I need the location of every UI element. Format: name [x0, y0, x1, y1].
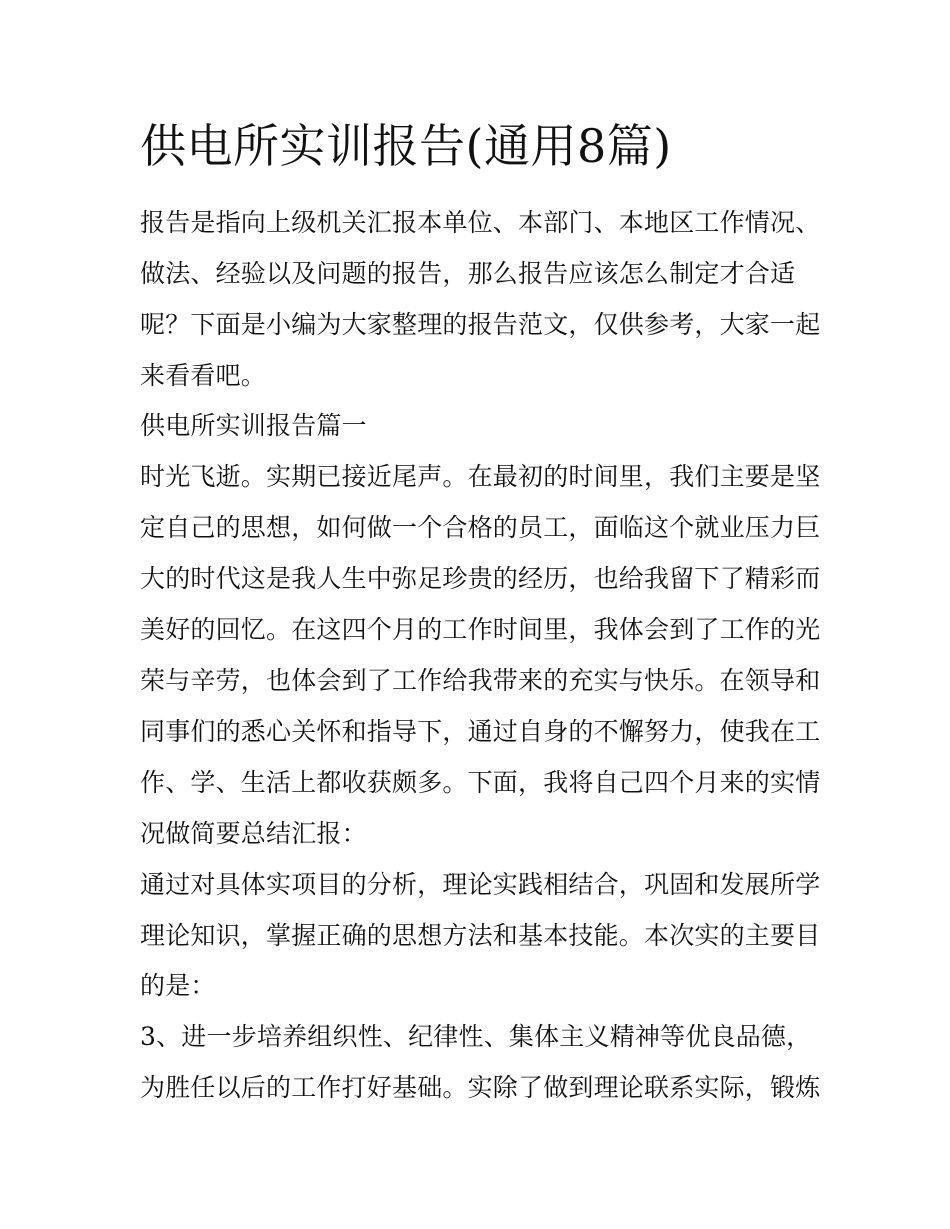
paragraph-line: 做法、经验以及问题的报告，那么报告应该怎么制定才合适 — [140, 259, 796, 288]
paragraph-line: 通过对具体实项目的分析，理论实践相结合，巩固和发展所学 — [140, 870, 821, 899]
paragraph-line: 大的时代这是我人生中弥足珍贵的经历，也给我留下了精彩而 — [140, 564, 821, 593]
paragraph-line: 的是： — [140, 971, 216, 1000]
paragraph-line: 同事们的悉心关怀和指导下，通过自身的不懈努力，使我在工 — [140, 717, 821, 746]
paragraph-line: 理论知识，掌握正确的思想方法和基本技能。本次实的主要目 — [140, 921, 821, 950]
paragraph-line: 美好的回忆。在这四个月的工作时间里，我体会到了工作的光 — [140, 615, 821, 644]
paragraph-line: 定自己的思想，如何做一个合格的员工，面临这个就业压力巨 — [140, 513, 821, 542]
paragraph-line: 况做简要总结汇报： — [140, 819, 367, 848]
paragraph-line: 作、学、生活上都收获颇多。下面，我将自己四个月来的实情 — [140, 768, 821, 797]
paragraph-line: 报告是指向上级机关汇报本单位、本部门、本地区工作情况、 — [140, 208, 821, 237]
paragraph-line: 呢？下面是小编为大家整理的报告范文，仅供参考，大家一起 — [140, 310, 821, 339]
section-heading: 供电所实训报告篇一 — [140, 411, 367, 440]
paragraph-line: 3、进一步培养组织性、纪律性、集体主义精神等优良品德， — [140, 1022, 812, 1051]
paragraph-line: 为胜任以后的工作打好基础。实除了做到理论联系实际，锻炼 — [140, 1073, 821, 1102]
paragraph-line: 来看看吧。 — [140, 361, 267, 390]
paragraph-line: 荣与辛劳，也体会到了工作给我带来的充实与快乐。在领导和 — [140, 666, 821, 695]
paragraph-line: 时光飞逝。实期已接近尾声。在最初的时间里，我们主要是坚 — [140, 462, 821, 491]
document-title: 供电所实训报告(通用8篇) — [140, 119, 672, 173]
